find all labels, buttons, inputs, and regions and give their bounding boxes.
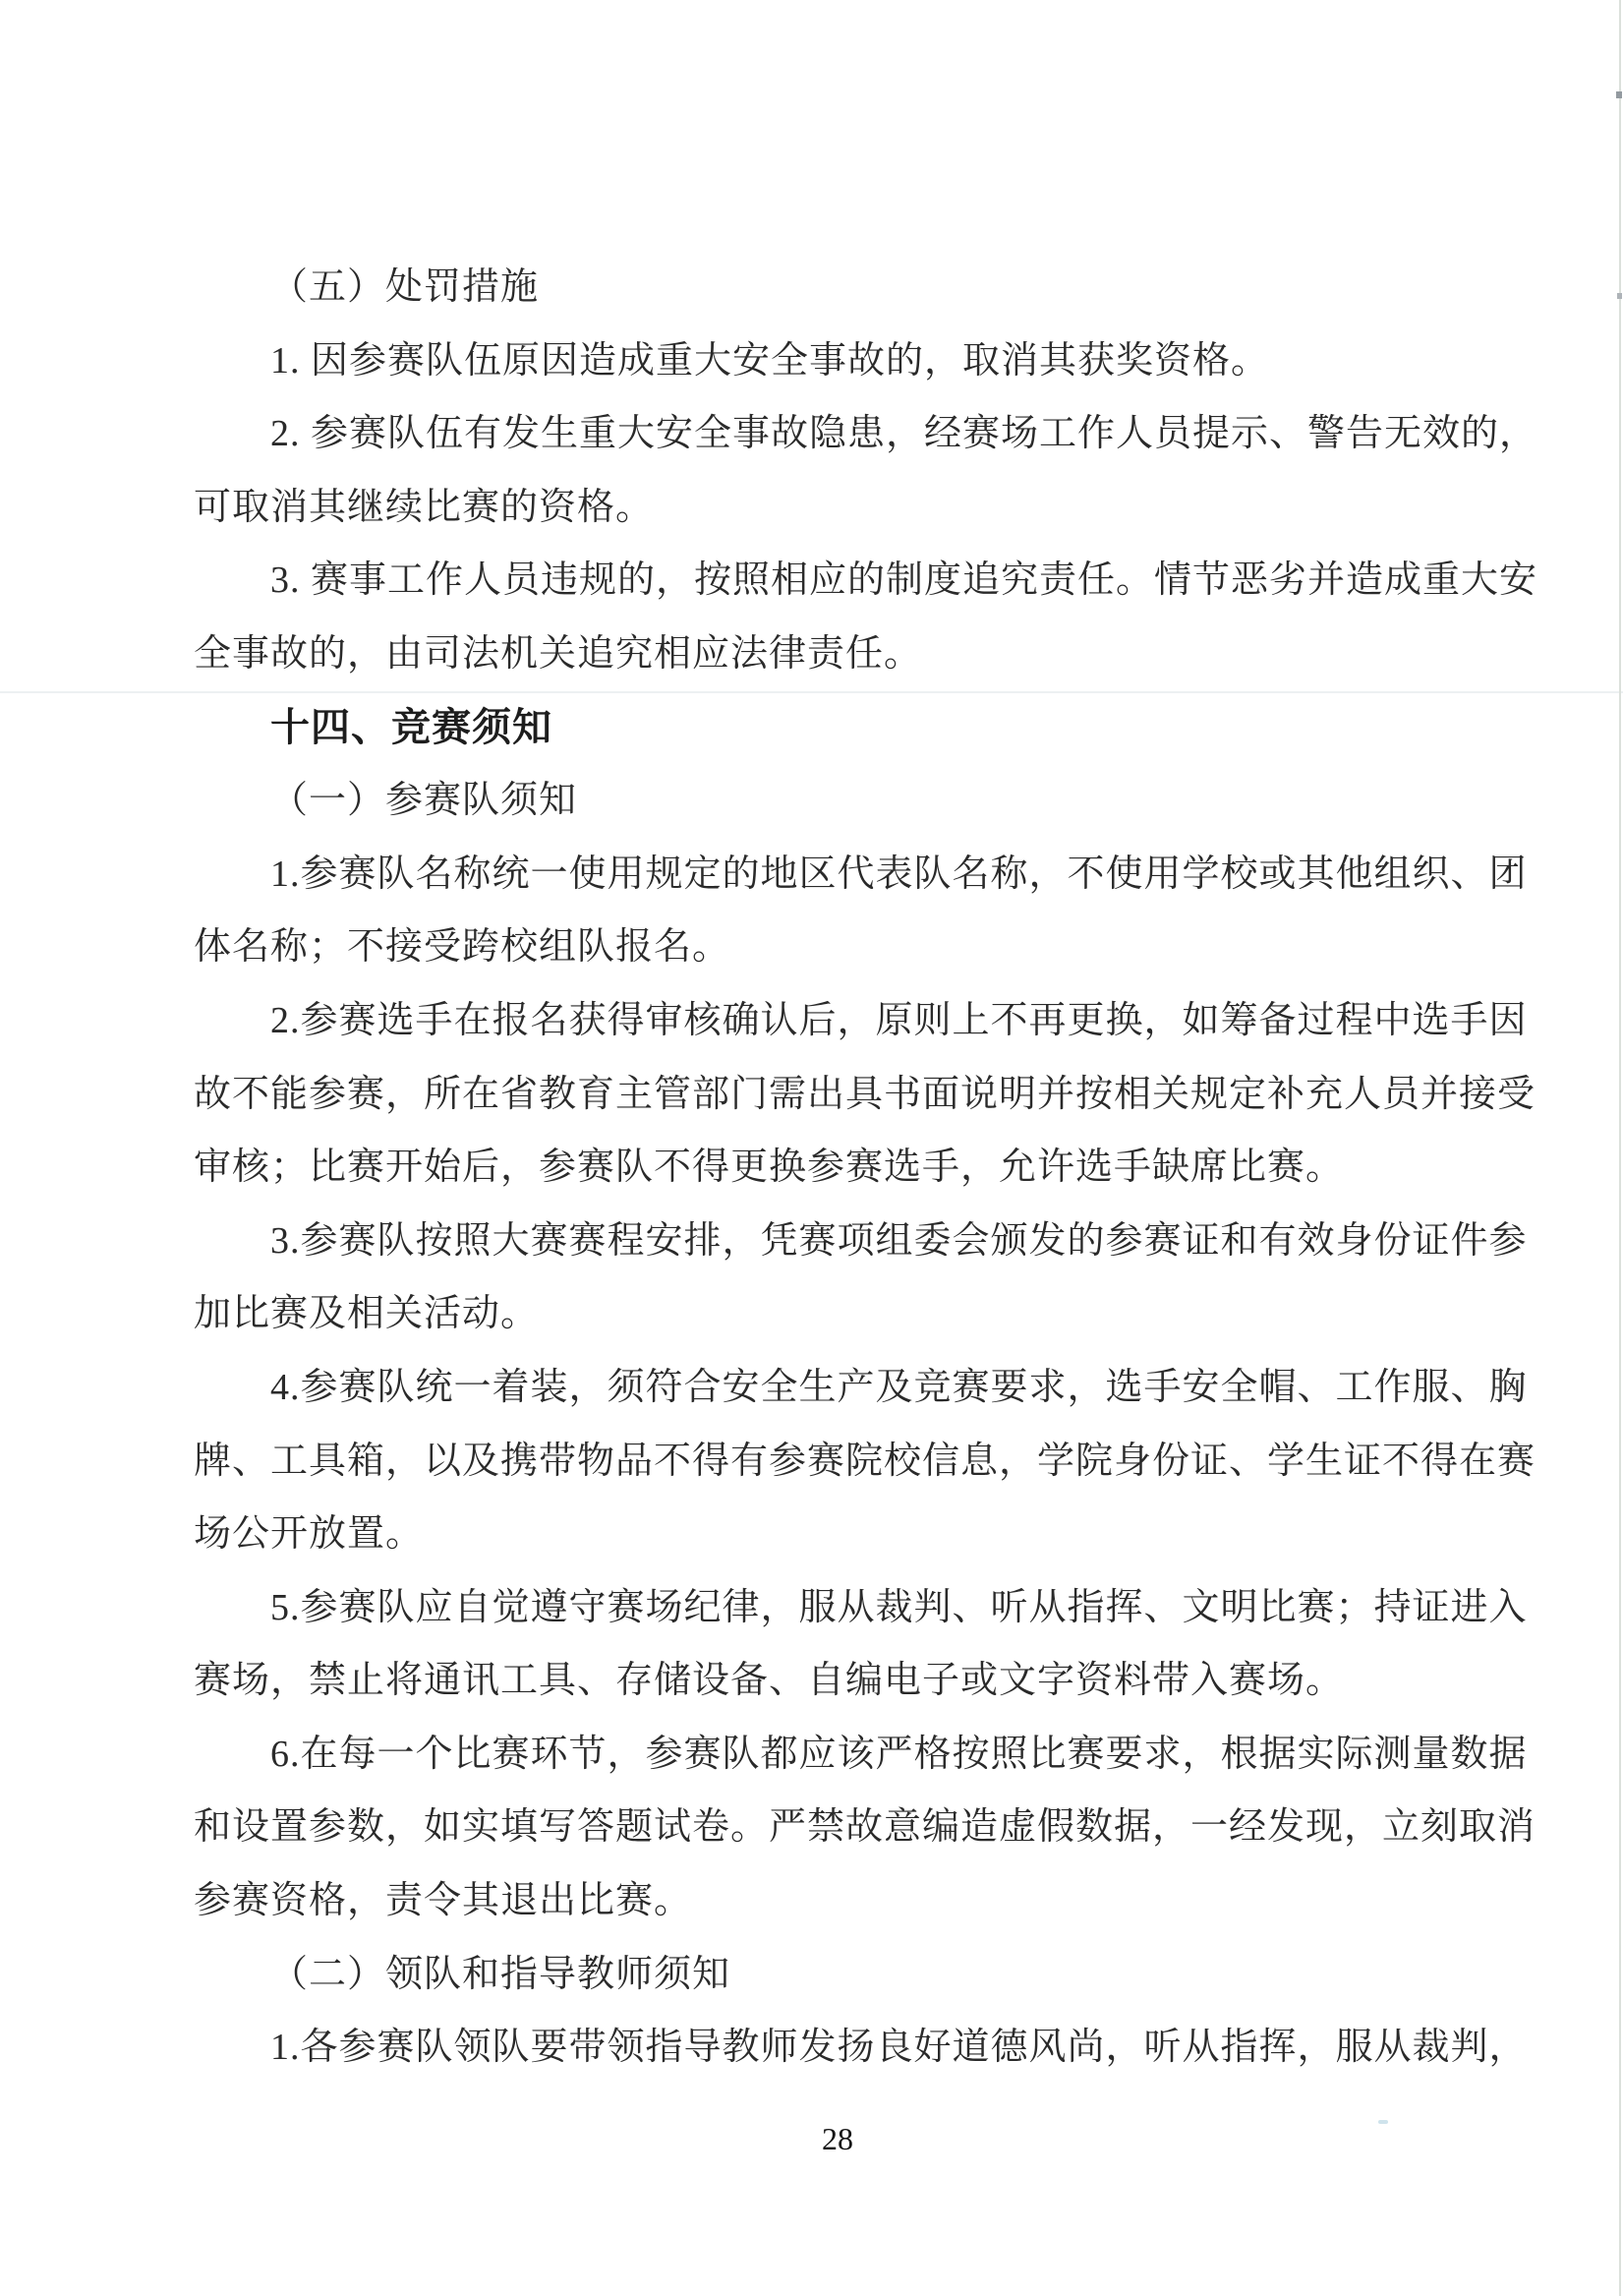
text-line: 3. 赛事工作人员违规的，按照相应的制度追究责任。情节恶劣并造成重大安 — [270, 559, 1538, 602]
text-line: 5.参赛队应自觉遵守赛场纪律，服从裁判、听从指挥、文明比赛；持证进入 — [270, 1586, 1528, 1628]
text-line: （一）参赛队须知 — [270, 780, 578, 822]
text-line: （五）处罚措施 — [270, 266, 540, 308]
text-line: 十四、竞赛须知 — [270, 705, 552, 749]
scan-edge-line — [1619, 0, 1621, 2296]
text-line: （二）领队和指导教师须知 — [270, 1953, 731, 1995]
text-line: 6.在每一个比赛环节，参赛队都应该严格按照比赛要求，根据实际测量数据 — [270, 1733, 1528, 1775]
text-line: 审核；比赛开始后，参赛队不得更换参赛选手，允许选手缺席比赛。 — [194, 1147, 1345, 1189]
text-line: 全事故的，由司法机关追究相应法律责任。 — [194, 632, 923, 675]
text-line: 1.参赛队名称统一使用规定的地区代表队名称，不使用学校或其他组织、团 — [270, 853, 1528, 895]
text-line: 和设置参数，如实填写答题试卷。严禁故意编造虚假数据，一经发现，立刻取消 — [194, 1806, 1536, 1849]
scan-speck — [1617, 293, 1622, 299]
text-line: 加比赛及相关活动。 — [194, 1293, 540, 1335]
page-number: 28 — [822, 2121, 853, 2156]
text-line: 故不能参赛，所在省教育主管部门需出具书面说明并按相关规定补充人员并接受 — [194, 1073, 1536, 1115]
text-line: 1. 因参赛队伍原因造成重大安全事故的，取消其获奖资格。 — [270, 339, 1270, 382]
text-line: 3.参赛队按照大赛赛程安排，凭赛项组委会颁发的参赛证和有效身份证件参 — [270, 1219, 1528, 1262]
text-line: 体名称；不接受跨校组队报名。 — [194, 926, 731, 969]
document-text-block — [194, 251, 1538, 2085]
text-line: 可取消其继续比赛的资格。 — [194, 486, 655, 528]
text-line: 牌、工具箱，以及携带物品不得有参赛院校信息，学院身份证、学生证不得在赛 — [194, 1440, 1536, 1482]
scan-speck — [1616, 91, 1622, 98]
text-line: 参赛资格，责令其退出比赛。 — [194, 1880, 693, 1922]
text-line: 1.各参赛队领队要带领指导教师发扬良好道德风尚，听从指挥，服从裁判， — [270, 2027, 1528, 2069]
text-line: 2.参赛选手在报名获得审核确认后，原则上不再更换，如筹备过程中选手因 — [270, 999, 1528, 1041]
text-line: 4.参赛队统一着装，须符合安全生产及竞赛要求，选手安全帽、工作服、胸 — [270, 1366, 1528, 1408]
text-line: 场公开放置。 — [194, 1513, 425, 1556]
text-line: 赛场，禁止将通讯工具、存储设备、自编电子或文字资料带入赛场。 — [194, 1660, 1345, 1702]
text-line: 2. 参赛队伍有发生重大安全事故隐患，经赛场工作人员提示、警告无效的， — [270, 413, 1538, 455]
